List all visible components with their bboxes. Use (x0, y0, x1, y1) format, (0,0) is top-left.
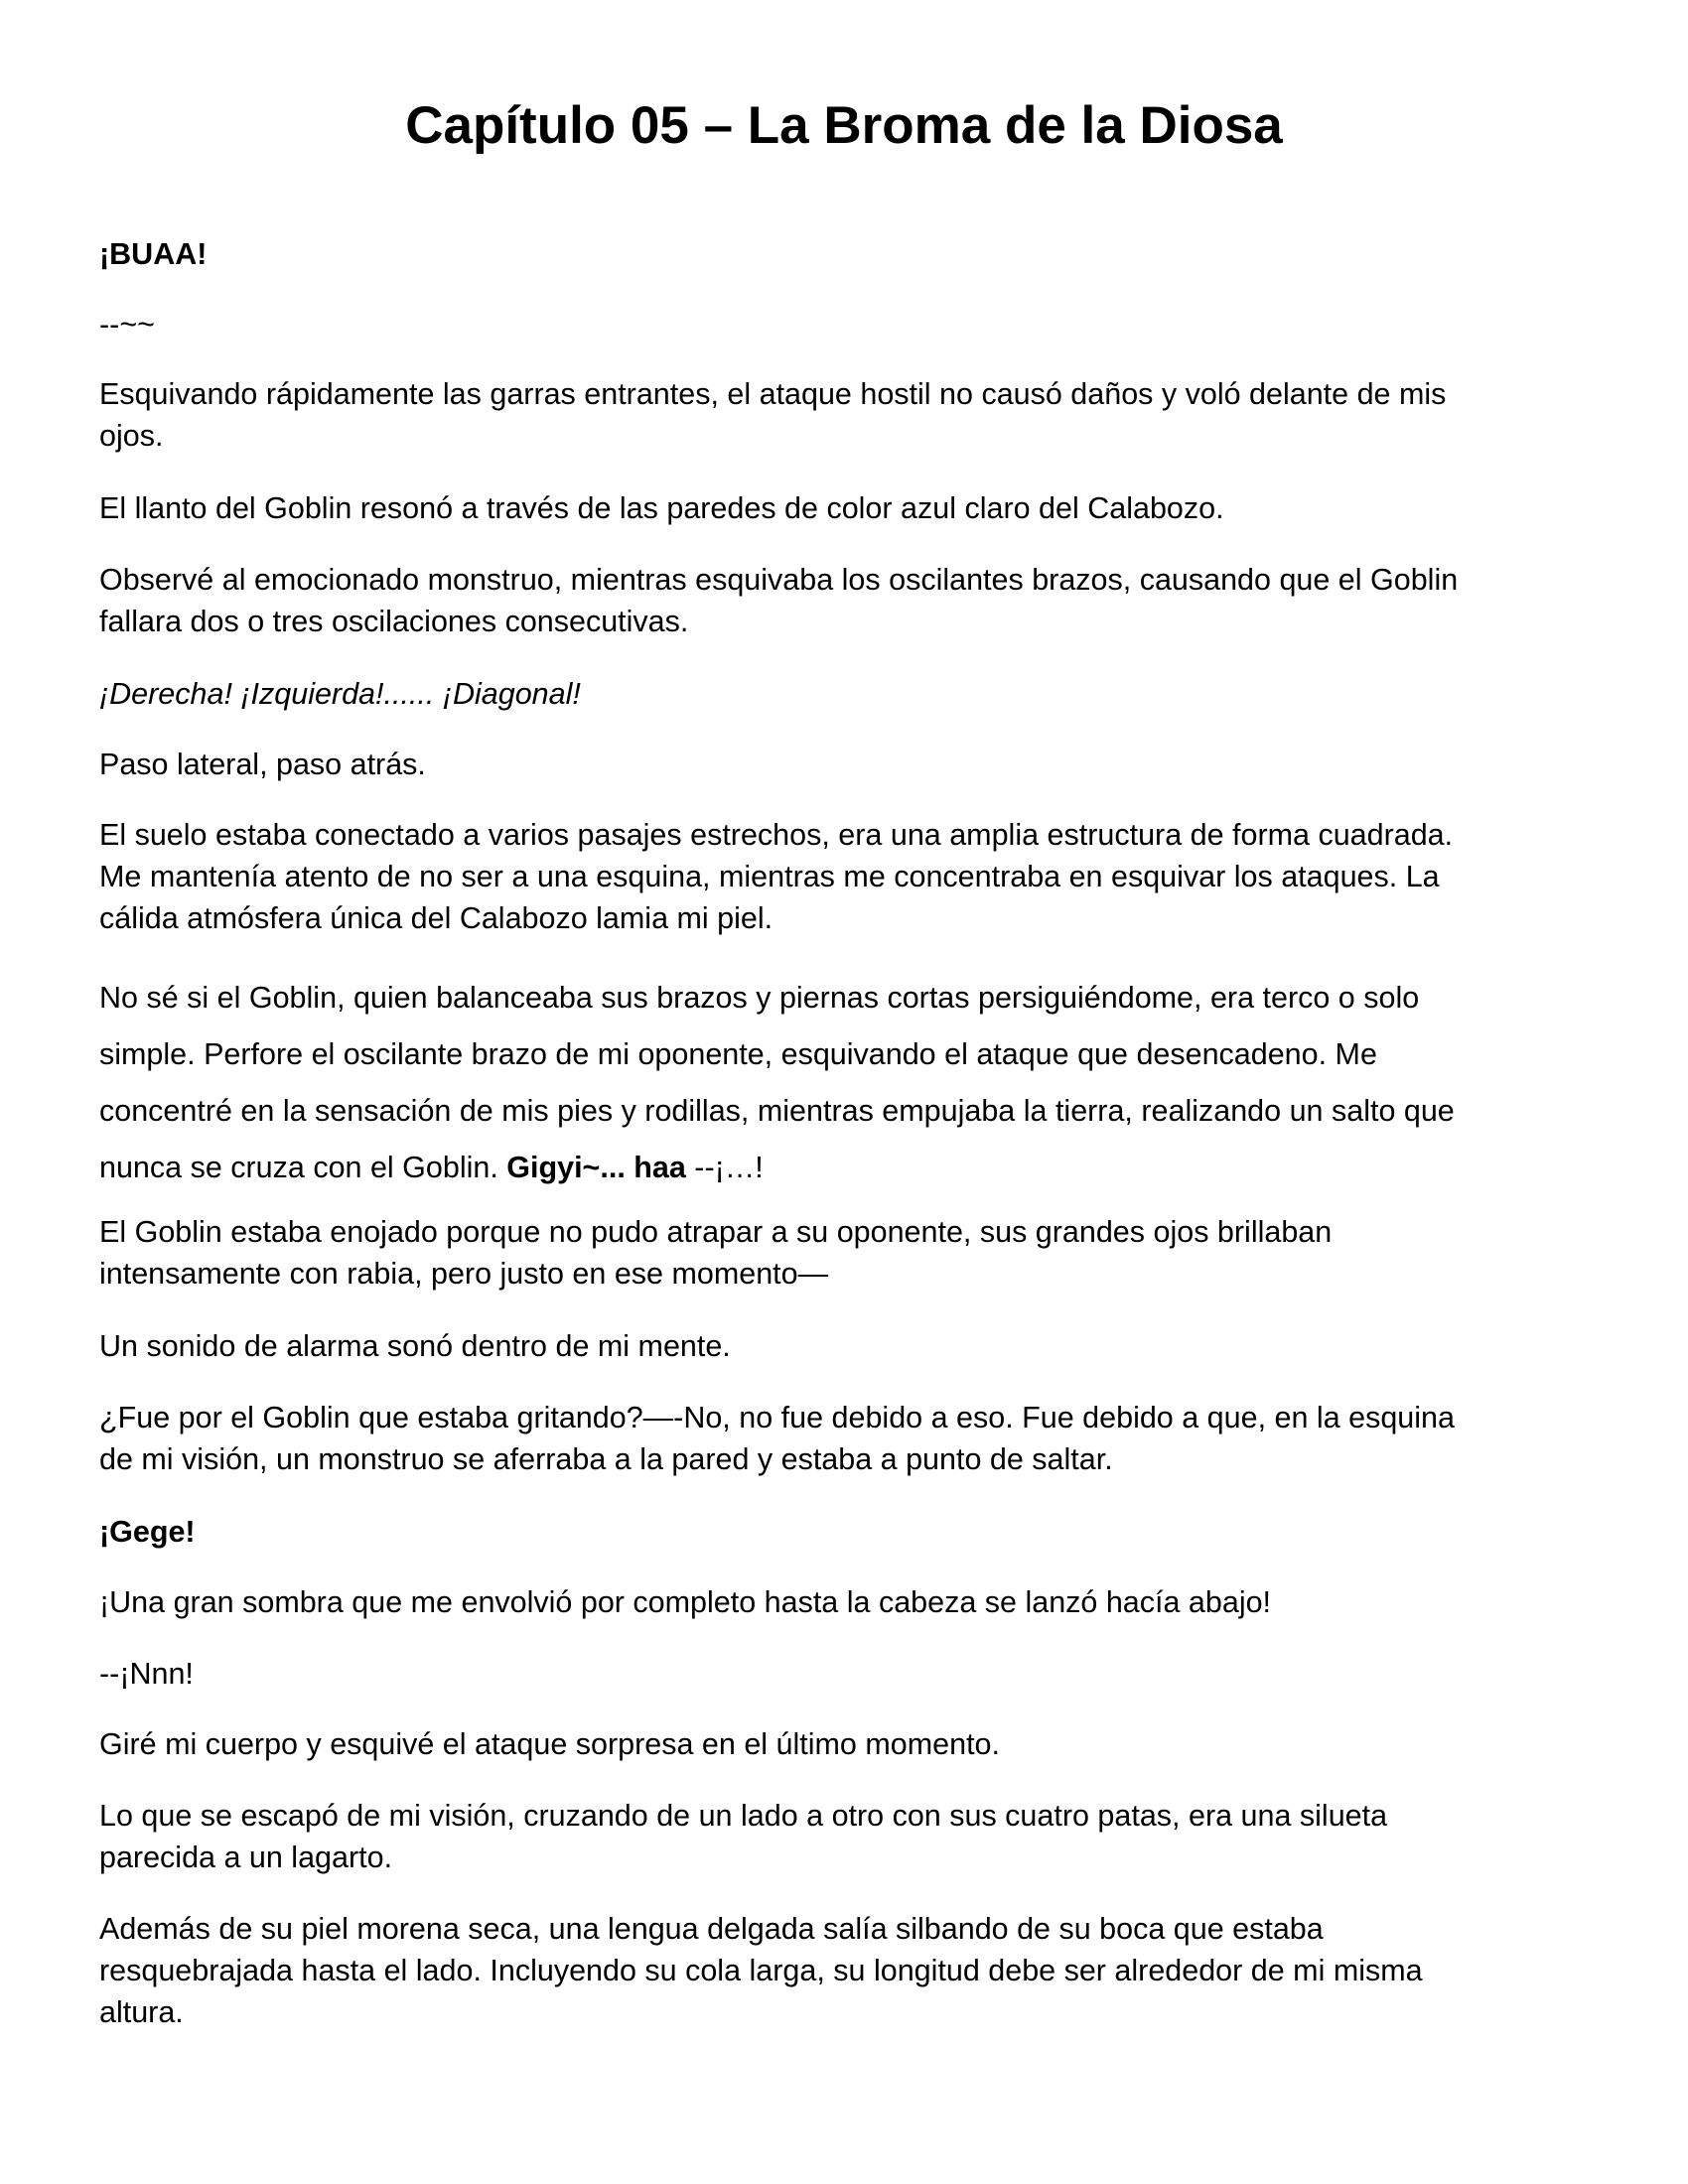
paragraph-alarma: Un sonido de alarma sonó dentro de mi mente. (99, 1329, 731, 1363)
paragraph-esquivando (99, 373, 1589, 457)
paragraph-piel (99, 1908, 1589, 2033)
bold-text-run: Gigyi~... haa (506, 1151, 686, 1184)
text-line: Observé al emocionado monstruo, mientras esquivaba los oscilantes brazos, causando que el Goblin (99, 563, 1459, 597)
text-run: --¡…! (685, 1151, 764, 1184)
text-line: resquebrajada hasta el lado. Incluyendo su cola larga, su longitud debe ser alrededor de mi misma (99, 1954, 1423, 1987)
text-line: Además de su piel morena seca, una lengua delgada salía silbando de su boca que estaba (99, 1912, 1324, 1946)
paragraph-gritando (99, 1397, 1589, 1480)
paragraph-paso: Paso lateral, paso atrás. (99, 748, 426, 781)
text-line: concentré en la sensación de mis pies y rodillas, mientras empujaba la tierra, realizando un salto que (99, 1094, 1455, 1128)
text-line: parecida a un lagarto. (99, 1841, 393, 1874)
paragraph-llanto: El llanto del Goblin resonó a través de las paredes de color azul claro del Calabozo. (99, 491, 1224, 525)
paragraph-enojado (99, 1211, 1589, 1295)
text-line: No sé si el Goblin, quien balanceaba sus brazos y piernas cortas persiguiéndome, era terco o solo (99, 981, 1420, 1015)
paragraph-gege: ¡Gege! (99, 1515, 196, 1549)
text-run: nunca se cruza con el Goblin. (99, 1151, 507, 1184)
text-line: fallara dos o tres oscilaciones consecutivas. (99, 605, 689, 638)
text-line: cálida atmósfera única del Calabozo lamia mi piel. (99, 901, 774, 935)
paragraph-nose (99, 970, 1589, 1196)
text-line: de mi visión, un monstruo se aferraba a la pared y estaba a punto de saltar. (99, 1442, 1113, 1476)
paragraph-suelo (99, 814, 1589, 939)
text-line (99, 1140, 1589, 1196)
chapter-title: Capítulo 05 – La Broma de la Diosa (405, 96, 1283, 155)
text-line: Lo que se escapó de mi visión, cruzando de un lado a otro con sus cuatro patas, era una silueta (99, 1799, 1388, 1833)
text-line: ojos. (99, 419, 164, 453)
paragraph-sombra: ¡Una gran sombra que me envolvió por completo hasta la cabeza se lanzó hacía abajo! (99, 1585, 1272, 1619)
paragraph-buaa: ¡BUAA! (99, 237, 208, 271)
text-line: intensamente con rabia, pero justo en ese momento— (99, 1257, 829, 1291)
text-line: El Goblin estaba enojado porque no pudo atrapar a su oponente, sus grandes ojos brillaban (99, 1215, 1333, 1249)
text-line: altura. (99, 1995, 184, 2029)
paragraph-tilde: --~~ (99, 308, 155, 341)
paragraph-gire: Giré mi cuerpo y esquivé el ataque sorpresa en el último momento. (99, 1727, 1000, 1761)
document-page (99, 0, 1589, 2184)
paragraph-observe (99, 559, 1589, 642)
text-line: simple. Perfore el oscilante brazo de mi oponente, esquivando el ataque que desencadeno. Me (99, 1037, 1377, 1071)
text-line: El suelo estaba conectado a varios pasajes estrechos, era una amplia estructura de forma cuadrada. (99, 818, 1454, 852)
paragraph-nnn: --¡Nnn! (99, 1657, 194, 1691)
text-line: Me mantenía atento de no ser a una esquina, mientras me concentraba en esquivar los ataques. La (99, 860, 1440, 893)
text-line: Esquivando rápidamente las garras entrantes, el ataque hostil no causó daños y voló delante de mis (99, 377, 1447, 411)
paragraph-lagarto (99, 1795, 1589, 1878)
text-line: ¿Fue por el Goblin que estaba gritando?—-No, no fue debido a eso. Fue debido a que, en la esquina (99, 1401, 1455, 1434)
paragraph-derecha: ¡Derecha! ¡Izquierda!...... ¡Diagonal! (99, 677, 581, 711)
